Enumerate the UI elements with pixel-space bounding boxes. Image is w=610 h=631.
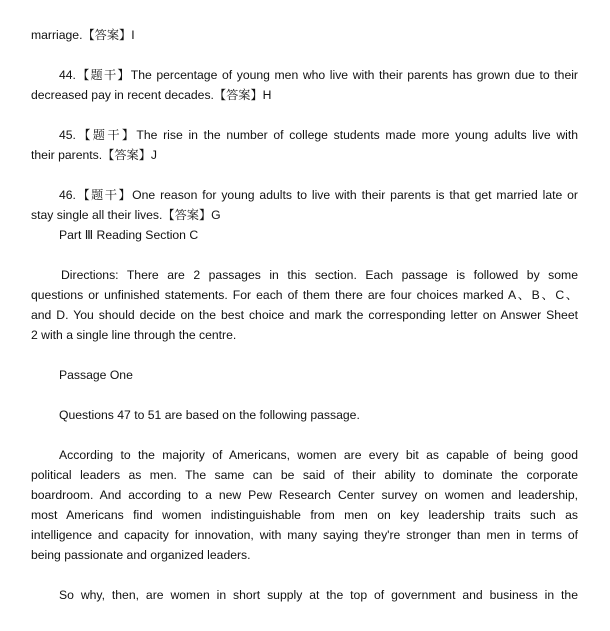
item-44-line-2: decreased pay in recent decades.【答案】H xyxy=(31,88,272,102)
item-44-line-1: 44.【题干】The percentage of young men who live with their parents has grown due to their xyxy=(59,68,578,82)
directions-line-2: questions or unfinished statements. For each of them there are four choices marked A、B、C、 xyxy=(31,288,578,302)
passage-line-5: intelligence and capacity for innovation, with many saying they're stronger than men in terms of xyxy=(31,528,578,542)
passage-line-1: According to the majority of Americans, women are every bit as capable of being good xyxy=(59,448,578,462)
passage-line-4: most Americans find women indistinguishable from men on key leadership traits such as xyxy=(31,508,578,522)
directions-line-4: 2 with a single line through the centre. xyxy=(31,328,237,342)
answer-43-tail: marriage.【答案】I xyxy=(31,28,135,42)
directions-line-1: Directions: There are 2 passages in this section. Each passage is followed by some xyxy=(61,268,578,282)
item-46-line-2: stay single all their lives.【答案】G xyxy=(31,208,221,222)
passage-line-6: being passionate and organized leaders. xyxy=(31,548,251,562)
section-heading: Part Ⅲ Reading Section C xyxy=(59,228,199,242)
directions-line-3: and D. You should decide on the best choice and mark the corresponding letter on Answer Sheet xyxy=(31,308,578,322)
passage-line-3: boardroom. And according to a new Pew Research Center survey on women and leadership, xyxy=(31,488,578,502)
item-45-line-2: their parents.【答案】J xyxy=(31,148,157,162)
item-46-line-1: 46.【题干】One reason for young adults to live with their parents is that get married late or xyxy=(59,188,578,202)
passage-line-2: political leaders as men. The same can be said of their ability to dominate the corporate xyxy=(31,468,578,482)
item-45-line-1: 45.【题干】The rise in the number of college students made more young adults live with xyxy=(59,128,578,142)
passage-title: Passage One xyxy=(59,368,133,382)
questions-intro: Questions 47 to 51 are based on the following passage. xyxy=(59,408,360,422)
passage-line-7: So why, then, are women in short supply at the top of government and business in the xyxy=(59,588,578,602)
